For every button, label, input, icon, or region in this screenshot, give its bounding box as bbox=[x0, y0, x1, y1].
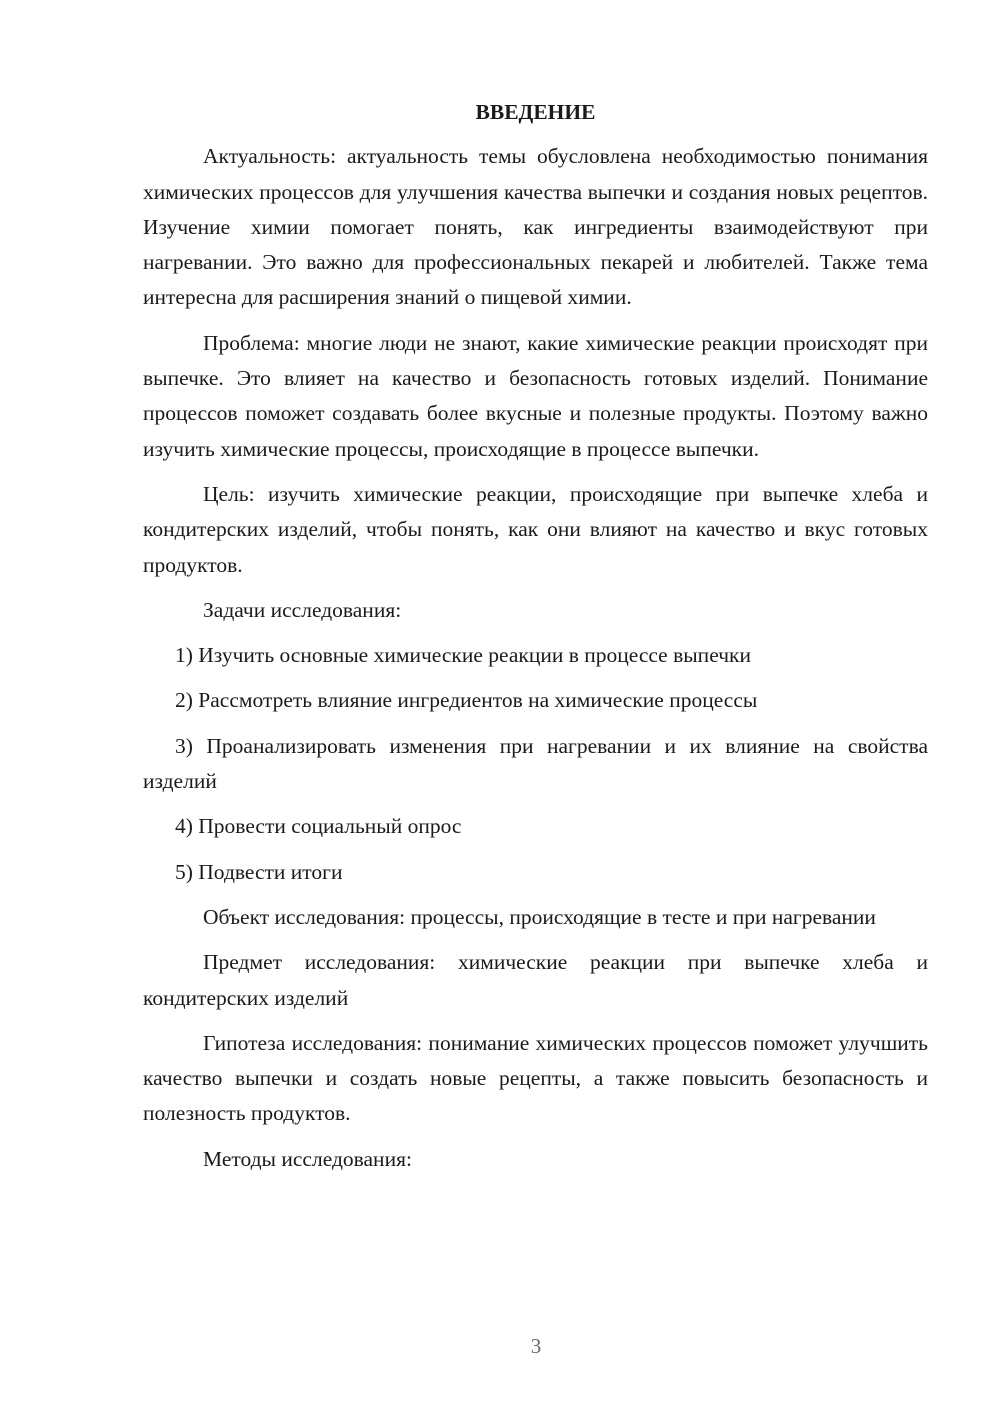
page-title: ВВЕДЕНИЕ bbox=[475, 100, 596, 124]
problem-paragraph: Проблема: многие люди не знают, какие химические реакции происходят при выпечке. Это влияет на качество и безопасность готовых изделий. Понимание процессов поможет создавать более вкусные и полезные продукты. Поэтому важно изучить химические процессы, происходящие в процессе выпечки. bbox=[143, 330, 928, 461]
page-content bbox=[143, 95, 928, 1187]
relevance-paragraph: Актуальность: актуальность темы обусловлена необходимостью понимания химических процессов для улучшения качества выпечки и создания новых рецептов. Изучение химии помогает понять, как ингредиенты взаимодействуют при нагревании. Это важно для профессиональных пекарей и любителей. Также тема интересна для расширения знаний о пищевой химии. bbox=[143, 144, 928, 310]
hypothesis-paragraph: Гипотеза исследования: понимание химических процессов поможет улучшить качество выпечки и создать новые рецепты, а также повысить безопасность и полезность продуктов. bbox=[143, 1030, 928, 1126]
list-item: 5) Подвести итоги bbox=[175, 859, 343, 884]
tasks-list bbox=[143, 638, 928, 890]
list-item: 3) Проанализировать изменения при нагревании и их влияние на свойства изделий bbox=[143, 733, 928, 794]
page-number: 3 bbox=[530, 1334, 542, 1358]
subject-paragraph: Предмет исследования: химические реакции при выпечке хлеба и кондитерских изделий bbox=[143, 950, 928, 1010]
object-paragraph: Объект исследования: процессы, происходящие в тесте и при нагревании bbox=[203, 904, 876, 929]
list-item: 2) Рассмотреть влияние ингредиентов на химические процессы bbox=[175, 688, 758, 713]
methods-heading: Методы исследования: bbox=[203, 1146, 412, 1171]
tasks-heading: Задачи исследования: bbox=[203, 597, 402, 622]
goal-paragraph: Цель: изучить химические реакции, происходящие при выпечке хлеба и кондитерских изделий, чтобы понять, как они влияют на качество и вкус готовых продуктов. bbox=[143, 481, 928, 577]
list-item: 1) Изучить основные химические реакции в процессе выпечки bbox=[175, 643, 751, 668]
list-item: 4) Провести социальный опрос bbox=[175, 814, 462, 839]
